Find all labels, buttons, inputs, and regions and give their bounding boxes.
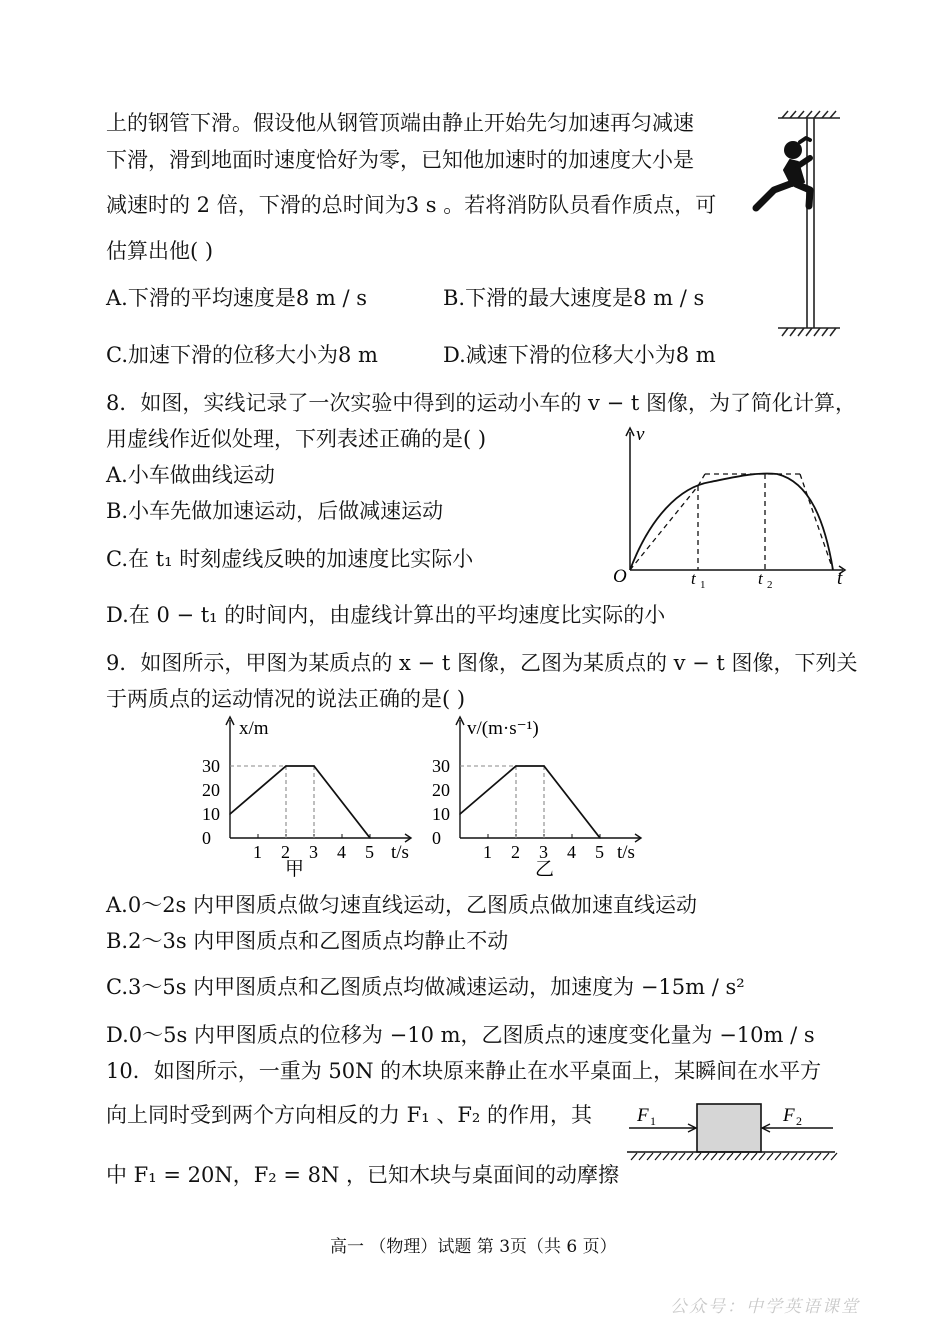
q8-dashed-decel-line xyxy=(800,474,833,570)
q10-table-hatch xyxy=(631,1153,837,1160)
firefighter-silhouette xyxy=(756,138,810,208)
q10-f1-label: F xyxy=(637,1105,649,1126)
q7-line-4: 估算出他( ) xyxy=(106,239,214,263)
chart-yi-xtick-1: 1 xyxy=(483,842,492,862)
q8-line-1: 8．如图，实线记录了一次实验中得到的运动小车的 v − t 图像，为了简化计算， xyxy=(106,391,856,415)
q8-actual-curve xyxy=(630,474,833,570)
q7-line-1: 上的钢管下滑。假设他从钢管顶端由静止开始先匀加速再匀减速 xyxy=(106,111,694,135)
chart-jia-xtick-2: 2 xyxy=(281,842,290,862)
q8-v-label: v xyxy=(636,424,645,445)
q7-option-c: C.加速下滑的位移大小为8 m xyxy=(106,343,378,367)
chart-jia-xlabel: t/s xyxy=(391,842,409,863)
q7-option-a: A.下滑的平均速度是8 m / s xyxy=(106,286,367,310)
chart-yi xyxy=(425,712,670,882)
q8-option-b: B.小车先做加速运动，后做减速运动 xyxy=(106,499,444,523)
chart-yi-xlabel: t/s xyxy=(617,842,635,863)
q8-option-a: A.小车做曲线运动 xyxy=(106,463,275,487)
q10-f1-subscript: 1 xyxy=(650,1114,656,1128)
chart-yi-ytick-30: 30 xyxy=(432,756,450,776)
q8-option-c: C.在 t₁ 时刻虚线反映的加速度比实际小 xyxy=(106,547,474,571)
chart-jia-xtick-5: 5 xyxy=(365,842,374,862)
chart-jia-ytick-30: 30 xyxy=(202,756,220,776)
firefighter-pole-figure xyxy=(740,110,850,345)
q9-option-a: A.0～2s 内甲图质点做匀速直线运动，乙图质点做加速直线运动 xyxy=(106,893,698,917)
chart-yi-xtick-5: 5 xyxy=(595,842,604,862)
q8-t2-subscript: 2 xyxy=(767,579,773,591)
q8-t2-label: t xyxy=(758,569,763,588)
chart-yi-ylabel: v/(m·s⁻¹) xyxy=(467,718,539,739)
q9-option-d: D.0～5s 内甲图质点的位移为 −10 m，乙图质点的速度变化量为 −10m / s xyxy=(106,1023,815,1047)
chart-jia-ylabel: x/m xyxy=(239,718,269,739)
page-footer: 高一 （物理）试题 第 3页（共 6 页） xyxy=(330,1237,617,1257)
q9-option-b: B.2～3s 内甲图质点和乙图质点均静止不动 xyxy=(106,929,509,953)
chart-jia-xtick-4: 4 xyxy=(337,842,346,862)
chart-jia-xtick-3: 3 xyxy=(309,842,318,862)
chart-yi-ytick-20: 20 xyxy=(432,780,450,800)
watermark-text: 公众号：中学英语课堂 xyxy=(670,1297,860,1317)
q10-line-1: 10．如图所示，一重为 50N 的木块原来静止在水平桌面上，某瞬间在水平方 xyxy=(106,1059,822,1083)
q7-option-d: D.减速下滑的位移大小为8 m xyxy=(443,343,716,367)
chart-jia-ytick-10: 10 xyxy=(202,804,220,824)
q8-dashed-accel-line xyxy=(630,486,698,570)
q9-line-1: 9．如图所示，甲图为某质点的 x − t 图像，乙图为某质点的 v − t 图像，下列关 xyxy=(106,651,858,675)
q9-line-2: 于两质点的运动情况的说法正确的是( ) xyxy=(106,687,466,711)
q10-block xyxy=(697,1104,761,1152)
chart-yi-ytick-0: 0 xyxy=(432,828,441,848)
chart-jia-title: 甲 xyxy=(285,859,305,880)
q8-option-d: D.在 0 − t₁ 的时间内，由虚线计算出的平均速度比实际的小 xyxy=(106,603,666,627)
q7-line-2: 下滑，滑到地面时速度恰好为零，已知他加速时的加速度大小是 xyxy=(106,148,694,172)
chart-yi-xtick-2: 2 xyxy=(511,842,520,862)
chart-yi-series-line xyxy=(460,766,600,838)
q7-line-3: 减速时的 2 倍，下滑的总时间为3 s 。若将消防队员看作质点，可 xyxy=(106,193,717,217)
chart-jia-ytick-0: 0 xyxy=(202,828,211,848)
q8-t1-label: t xyxy=(691,569,696,588)
chart-jia xyxy=(195,712,440,882)
q10-block-figure xyxy=(625,1098,840,1168)
chart-yi-title: 乙 xyxy=(535,859,555,880)
q10-line-2: 向上同时受到两个方向相反的力 F₁ 、F₂ 的作用，其 xyxy=(106,1103,593,1127)
q10-f2-subscript: 2 xyxy=(796,1114,802,1128)
ceiling-hatch xyxy=(778,111,840,118)
q10-f2-label: F xyxy=(783,1105,795,1126)
q8-line-2: 用虚线作近似处理，下列表述正确的是( ) xyxy=(106,427,487,451)
q8-t1-subscript: 1 xyxy=(700,579,706,591)
chart-jia-xtick-1: 1 xyxy=(253,842,262,862)
q8-origin-label: O xyxy=(613,566,627,587)
q7-option-b: B.下滑的最大速度是8 m / s xyxy=(443,286,705,310)
chart-yi-ytick-10: 10 xyxy=(432,804,450,824)
chart-jia-series-line xyxy=(230,766,370,838)
q8-t-label: t xyxy=(837,568,843,589)
pole xyxy=(807,118,814,328)
q8-vt-figure xyxy=(605,422,855,592)
chart-jia-ytick-20: 20 xyxy=(202,780,220,800)
floor-hatch xyxy=(778,328,840,336)
chart-yi-xtick-3: 3 xyxy=(539,842,548,862)
q9-option-c: C.3～5s 内甲图质点和乙图质点均做减速运动，加速度为 −15m / s² xyxy=(106,975,745,999)
chart-yi-xtick-4: 4 xyxy=(567,842,576,862)
q10-line-3: 中 F₁ = 20N，F₂ = 8N ，已知木块与桌面间的动摩擦 xyxy=(106,1163,620,1187)
